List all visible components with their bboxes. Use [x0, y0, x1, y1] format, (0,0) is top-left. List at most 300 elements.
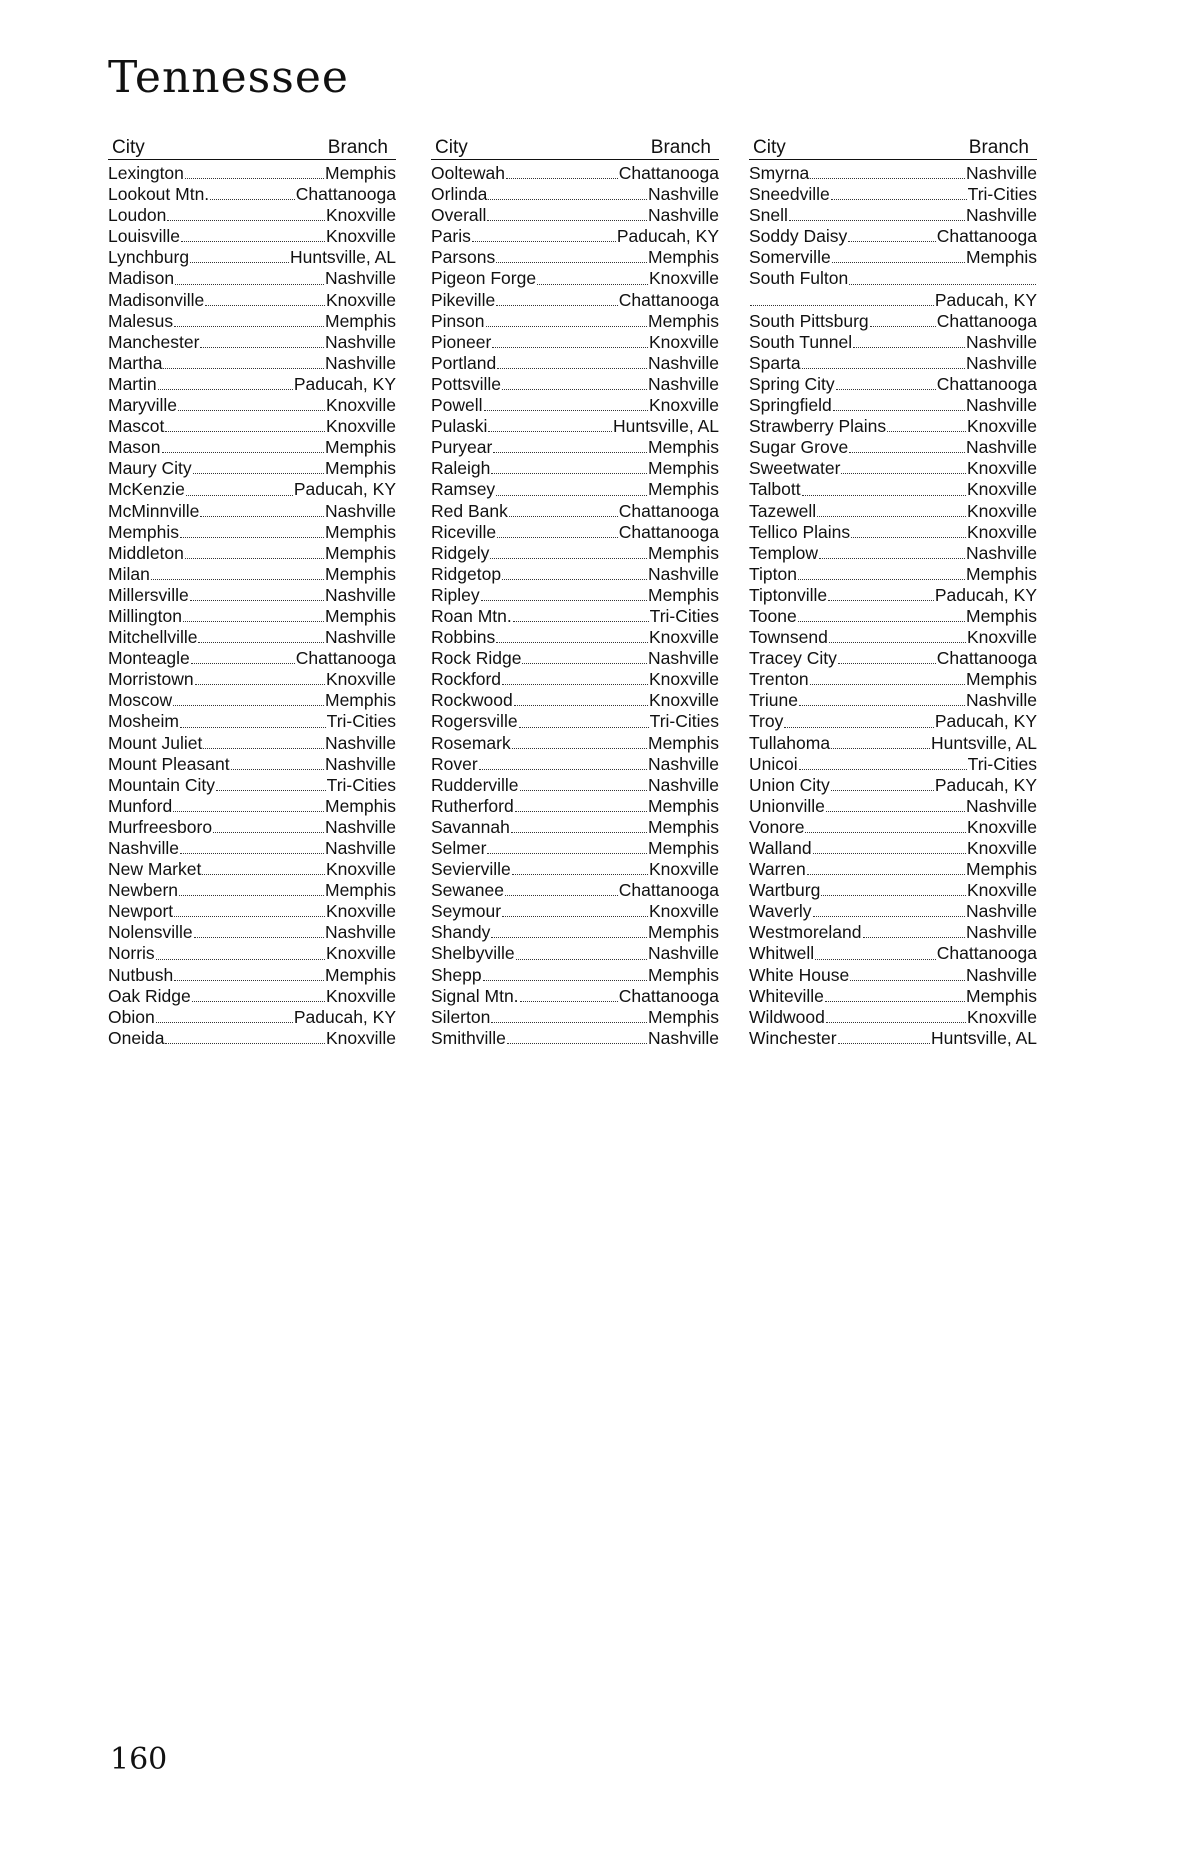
list-item — [431, 690, 719, 711]
city-name: Rutherford — [431, 795, 514, 816]
dot-leader — [520, 1001, 618, 1002]
dot-leader — [198, 642, 324, 643]
dot-leader — [502, 389, 647, 390]
list-item — [431, 901, 719, 922]
city-name: Rosemark — [431, 732, 511, 753]
branch-name: Nashville — [966, 395, 1037, 416]
branch-name: Nashville — [966, 437, 1037, 458]
city-name: Roan Mtn. — [431, 605, 512, 626]
city-name: Whitwell — [749, 943, 815, 964]
city-name: Tullahoma — [749, 732, 831, 753]
branch-name: Knoxville — [325, 901, 396, 922]
branch-name: Memphis — [325, 605, 396, 626]
list-item — [431, 838, 719, 859]
branch-name: Chattanooga — [936, 226, 1037, 247]
list-item — [749, 311, 1037, 332]
branch-name: Huntsville, AL — [930, 1027, 1037, 1048]
dot-leader — [496, 262, 647, 263]
city-name: Manchester — [108, 331, 200, 352]
dot-leader — [798, 621, 965, 622]
dot-leader — [522, 663, 647, 664]
branch-name: Knoxville — [325, 943, 396, 964]
list-item — [431, 711, 719, 732]
city-name: Mosheim — [108, 711, 179, 732]
branch-name: Memphis — [648, 437, 719, 458]
dot-leader — [175, 284, 324, 285]
city-name: Malesus — [108, 310, 174, 331]
city-name: Norris — [108, 943, 155, 964]
branch-name: Nashville — [648, 205, 719, 226]
dot-leader — [836, 389, 936, 390]
dot-leader — [181, 241, 325, 242]
dot-leader — [486, 326, 647, 327]
page-title: Tennessee — [108, 52, 349, 103]
dot-leader — [863, 937, 965, 938]
city-header: City — [435, 137, 468, 158]
dot-leader — [813, 916, 965, 917]
dot-leader — [483, 980, 647, 981]
city-name: Shandy — [431, 922, 491, 943]
dot-leader — [520, 790, 647, 791]
list-item — [431, 880, 719, 901]
dot-leader — [496, 305, 618, 306]
branch-name: Nashville — [648, 774, 719, 795]
branch-name: Tri-Cities — [967, 753, 1037, 774]
branch-name: Tri-Cities — [967, 184, 1037, 205]
city-name: Tellico Plains — [749, 521, 851, 542]
dot-leader — [829, 642, 966, 643]
city-name: Snell — [749, 205, 788, 226]
city-name: Ooltewah — [431, 163, 505, 183]
city-name: Murfreesboro — [108, 816, 213, 837]
branch-name: Nashville — [648, 184, 719, 205]
city-name: Spring City — [749, 373, 835, 394]
branch-name: Memphis — [648, 922, 719, 943]
dot-leader — [853, 347, 965, 348]
list-item — [108, 690, 396, 711]
dot-leader — [537, 284, 648, 285]
list-item — [108, 311, 396, 332]
city-header: City — [112, 137, 145, 158]
city-branch-column-1 — [108, 135, 396, 1049]
city-name: Walland — [749, 838, 812, 858]
list-item — [431, 311, 719, 332]
dot-leader — [831, 790, 934, 791]
list-item — [749, 564, 1037, 585]
city-name: Waverly — [749, 901, 812, 922]
list-item — [749, 775, 1037, 796]
branch-name: Nashville — [325, 922, 396, 943]
list-item — [749, 374, 1037, 395]
dot-leader — [511, 832, 647, 833]
branch-name: Nashville — [966, 964, 1037, 985]
branch-name: Paducah, KY — [934, 774, 1037, 795]
city-name: Obion — [108, 1006, 155, 1027]
city-name: Madison — [108, 268, 175, 289]
list-item — [108, 817, 396, 838]
dot-leader — [821, 895, 966, 896]
list-item — [108, 627, 396, 648]
list-item — [749, 332, 1037, 353]
branch-name: Nashville — [648, 563, 719, 584]
list-item — [108, 543, 396, 564]
list-item — [108, 754, 396, 775]
city-name: Pigeon Forge — [431, 268, 537, 289]
city-name: South Fulton — [749, 268, 849, 289]
list-item — [431, 965, 719, 986]
city-name: Nashville — [108, 838, 179, 858]
list-item — [108, 796, 396, 817]
list-item — [749, 901, 1037, 922]
city-name: Monteagle — [108, 648, 190, 669]
list-item — [749, 606, 1037, 627]
branch-name: Tri-Cities — [649, 605, 719, 626]
city-name: Pinson — [431, 310, 485, 331]
branch-name: Nashville — [325, 816, 396, 837]
dot-leader — [849, 284, 1036, 285]
city-name: Rover — [431, 753, 478, 774]
list-item — [749, 880, 1037, 901]
city-name: Unicoi — [749, 753, 798, 774]
city-name: Overall — [431, 205, 487, 226]
city-name: Toone — [749, 605, 797, 626]
dot-leader — [180, 727, 326, 728]
branch-name: Memphis — [648, 1006, 719, 1027]
city-name: Rockwood — [431, 690, 513, 711]
city-name: Ramsey — [431, 479, 496, 500]
list-item — [431, 374, 719, 395]
branch-name: Tri-Cities — [649, 711, 719, 732]
dot-leader — [887, 431, 966, 432]
city-name: Rock Ridge — [431, 648, 522, 669]
city-name: New Market — [108, 859, 202, 880]
city-name: Selmer — [431, 838, 487, 858]
branch-name: Memphis — [325, 795, 396, 816]
dot-leader — [833, 410, 965, 411]
list-item — [749, 627, 1037, 648]
branch-name: Knoxville — [325, 395, 396, 416]
list-item — [108, 184, 396, 205]
branch-name: Nashville — [966, 690, 1037, 711]
branch-name: Memphis — [648, 816, 719, 837]
dot-leader — [850, 980, 965, 981]
city-name: Winchester — [749, 1027, 837, 1048]
city-name: Lynchburg — [108, 247, 190, 268]
list-item — [108, 901, 396, 922]
city-name: Morristown — [108, 669, 194, 690]
city-name: Wildwood — [749, 1006, 825, 1027]
list-item — [108, 859, 396, 880]
list-item — [431, 585, 719, 606]
list-item — [108, 332, 396, 353]
list-item — [108, 395, 396, 416]
list-item — [749, 353, 1037, 374]
dot-leader — [492, 347, 648, 348]
list-item — [431, 353, 719, 374]
dot-leader — [491, 1022, 647, 1023]
dot-leader — [810, 684, 965, 685]
dot-leader — [826, 1022, 966, 1023]
branch-name: Huntsville, AL — [289, 247, 396, 268]
city-name: Sewanee — [431, 880, 504, 901]
city-list — [431, 163, 719, 1049]
column-header — [431, 135, 719, 160]
list-item — [749, 690, 1037, 711]
branch-name: Chattanooga — [936, 373, 1037, 394]
list-item — [431, 775, 719, 796]
dot-leader — [174, 326, 324, 327]
dot-leader — [180, 537, 324, 538]
list-item — [749, 247, 1037, 268]
list-item — [108, 669, 396, 690]
dot-leader — [841, 473, 966, 474]
dot-leader — [488, 431, 612, 432]
branch-name: Knoxville — [648, 627, 719, 648]
city-name: Parsons — [431, 247, 496, 268]
city-name: McMinnville — [108, 500, 200, 521]
list-item — [749, 543, 1037, 564]
dot-leader — [216, 790, 326, 791]
branch-name: Paducah, KY — [293, 373, 396, 394]
dot-leader — [484, 410, 648, 411]
city-name: Martin — [108, 373, 157, 394]
dot-leader — [158, 389, 293, 390]
dot-leader — [183, 621, 324, 622]
city-name: Pottsville — [431, 373, 502, 394]
branch-name: Nashville — [966, 205, 1037, 226]
list-item — [431, 564, 719, 585]
city-name: Rudderville — [431, 774, 519, 795]
list-item — [431, 733, 719, 754]
branch-name: Memphis — [325, 964, 396, 985]
list-item — [108, 437, 396, 458]
dot-leader — [496, 642, 648, 643]
list-item — [108, 648, 396, 669]
list-item — [431, 986, 719, 1007]
list-item — [108, 943, 396, 964]
list-item — [431, 669, 719, 690]
dot-leader — [502, 579, 647, 580]
branch-name: Nashville — [966, 901, 1037, 922]
list-item — [108, 353, 396, 374]
city-name: Silerton — [431, 1006, 491, 1027]
dot-leader — [819, 558, 965, 559]
branch-name: Nashville — [325, 627, 396, 648]
branch-name: Nashville — [966, 163, 1037, 183]
list-item — [108, 501, 396, 522]
dot-leader — [807, 874, 965, 875]
list-item — [749, 437, 1037, 458]
branch-name: Memphis — [966, 669, 1037, 690]
branch-name: Paducah, KY — [934, 711, 1037, 732]
dot-leader — [750, 305, 934, 306]
dot-leader — [799, 705, 965, 706]
branch-name: Nashville — [325, 268, 396, 289]
city-name: Strawberry Plains — [749, 416, 887, 437]
branch-name: Knoxville — [325, 669, 396, 690]
list-item — [108, 163, 396, 184]
dot-leader — [490, 558, 647, 559]
dot-leader — [512, 874, 648, 875]
dot-leader — [502, 916, 648, 917]
city-name: Soddy Daisy — [749, 226, 848, 247]
city-branch-column-3 — [749, 135, 1037, 1049]
column-header — [749, 135, 1037, 160]
dot-leader — [156, 959, 325, 960]
dot-leader — [505, 895, 618, 896]
dot-leader — [213, 832, 324, 833]
branch-name: Tri-Cities — [326, 711, 396, 732]
dot-leader — [173, 811, 324, 812]
dot-leader — [848, 241, 936, 242]
branch-name: Nashville — [325, 838, 396, 858]
branch-name: Knoxville — [966, 458, 1037, 479]
list-item — [749, 1007, 1037, 1028]
dot-leader — [798, 579, 965, 580]
dot-leader — [805, 832, 965, 833]
branch-name: Memphis — [648, 479, 719, 500]
list-item — [108, 838, 396, 859]
dot-leader — [497, 537, 618, 538]
list-item — [431, 226, 719, 247]
branch-name: Nashville — [325, 500, 396, 521]
branch-name: Nashville — [966, 352, 1037, 373]
dot-leader — [487, 853, 647, 854]
dot-leader — [210, 199, 295, 200]
city-name: Louisville — [108, 226, 180, 247]
list-item — [108, 205, 396, 226]
dot-leader — [515, 811, 647, 812]
dot-leader — [826, 811, 965, 812]
branch-name: Nashville — [325, 732, 396, 753]
city-name: Ridgely — [431, 542, 490, 563]
city-branch-column-2 — [431, 135, 719, 1049]
city-name: Shelbyville — [431, 943, 515, 964]
list-item — [749, 416, 1037, 437]
list-item — [749, 290, 1037, 311]
list-item — [749, 585, 1037, 606]
city-name: Pikeville — [431, 289, 496, 310]
city-name: Newbern — [108, 880, 179, 901]
list-item — [749, 184, 1037, 205]
branch-name: Memphis — [325, 563, 396, 584]
list-item — [108, 458, 396, 479]
list-item — [108, 733, 396, 754]
list-item — [749, 648, 1037, 669]
city-name: Sugar Grove — [749, 437, 849, 458]
list-item — [749, 395, 1037, 416]
branch-name: Knoxville — [648, 859, 719, 880]
list-item — [749, 965, 1037, 986]
list-item — [431, 1007, 719, 1028]
branch-name: Knoxville — [966, 627, 1037, 648]
city-name: Powell — [431, 395, 483, 416]
city-name: Mascot — [108, 416, 165, 437]
list-item — [431, 606, 719, 627]
branch-name: Memphis — [325, 437, 396, 458]
branch-name: Memphis — [648, 310, 719, 331]
branch-name: Memphis — [325, 521, 396, 542]
branch-name: Nashville — [325, 753, 396, 774]
list-item — [431, 1028, 719, 1049]
list-item — [749, 501, 1037, 522]
dot-leader — [838, 663, 936, 664]
city-name: Somerville — [749, 247, 831, 268]
city-name: Vonore — [749, 816, 805, 837]
list-item — [749, 986, 1037, 1007]
city-name: Sevierville — [431, 859, 511, 880]
branch-name: Memphis — [648, 458, 719, 479]
branch-name: Chattanooga — [295, 184, 396, 205]
branch-name: Memphis — [325, 542, 396, 563]
list-item — [431, 648, 719, 669]
dot-leader — [828, 600, 934, 601]
branch-name: Knoxville — [966, 521, 1037, 542]
branch-header: Branch — [968, 137, 1029, 158]
dot-leader — [502, 684, 648, 685]
dot-leader — [802, 368, 965, 369]
city-name: Memphis — [108, 521, 179, 542]
list-item — [108, 585, 396, 606]
list-item — [749, 522, 1037, 543]
branch-name: Knoxville — [966, 816, 1037, 837]
list-item — [108, 564, 396, 585]
dot-leader — [186, 495, 293, 496]
branch-name: Knoxville — [325, 416, 396, 437]
city-name: Mitchellville — [108, 627, 198, 648]
city-name: Rogersville — [431, 711, 518, 732]
dot-leader — [472, 241, 616, 242]
city-name: Raleigh — [431, 458, 491, 479]
branch-header: Branch — [327, 137, 388, 158]
city-name: Oak Ridge — [108, 985, 191, 1006]
list-item — [431, 268, 719, 289]
city-name: Martha — [108, 352, 163, 373]
list-item — [431, 817, 719, 838]
branch-name: Paducah, KY — [293, 479, 396, 500]
list-item — [431, 943, 719, 964]
list-item — [431, 859, 719, 880]
branch-name: Knoxville — [648, 690, 719, 711]
city-name: Pulaski — [431, 416, 488, 437]
branch-name: Knoxville — [325, 289, 396, 310]
branch-name: Knoxville — [966, 1006, 1037, 1027]
branch-name: Memphis — [648, 732, 719, 753]
branch-name: Memphis — [325, 458, 396, 479]
branch-name: Knoxville — [966, 880, 1037, 901]
list-item — [108, 416, 396, 437]
branch-name: Knoxville — [648, 669, 719, 690]
city-name: White House — [749, 964, 850, 985]
branch-name: Knoxville — [325, 859, 396, 880]
branch-name: Nashville — [966, 922, 1037, 943]
branch-name: Paducah, KY — [934, 289, 1037, 310]
branch-name: Knoxville — [325, 1027, 396, 1048]
branch-name: Tri-Cities — [326, 774, 396, 795]
city-name: Tipton — [749, 563, 797, 584]
list-item — [749, 754, 1037, 775]
list-item — [749, 796, 1037, 817]
branch-name: Nashville — [648, 648, 719, 669]
city-name: Newport — [108, 901, 174, 922]
list-item — [431, 922, 719, 943]
city-name: Tiptonville — [749, 584, 828, 605]
city-header: City — [753, 137, 786, 158]
branch-name: Memphis — [966, 563, 1037, 584]
list-item — [108, 775, 396, 796]
list-item — [431, 522, 719, 543]
city-name: Sneedville — [749, 184, 830, 205]
